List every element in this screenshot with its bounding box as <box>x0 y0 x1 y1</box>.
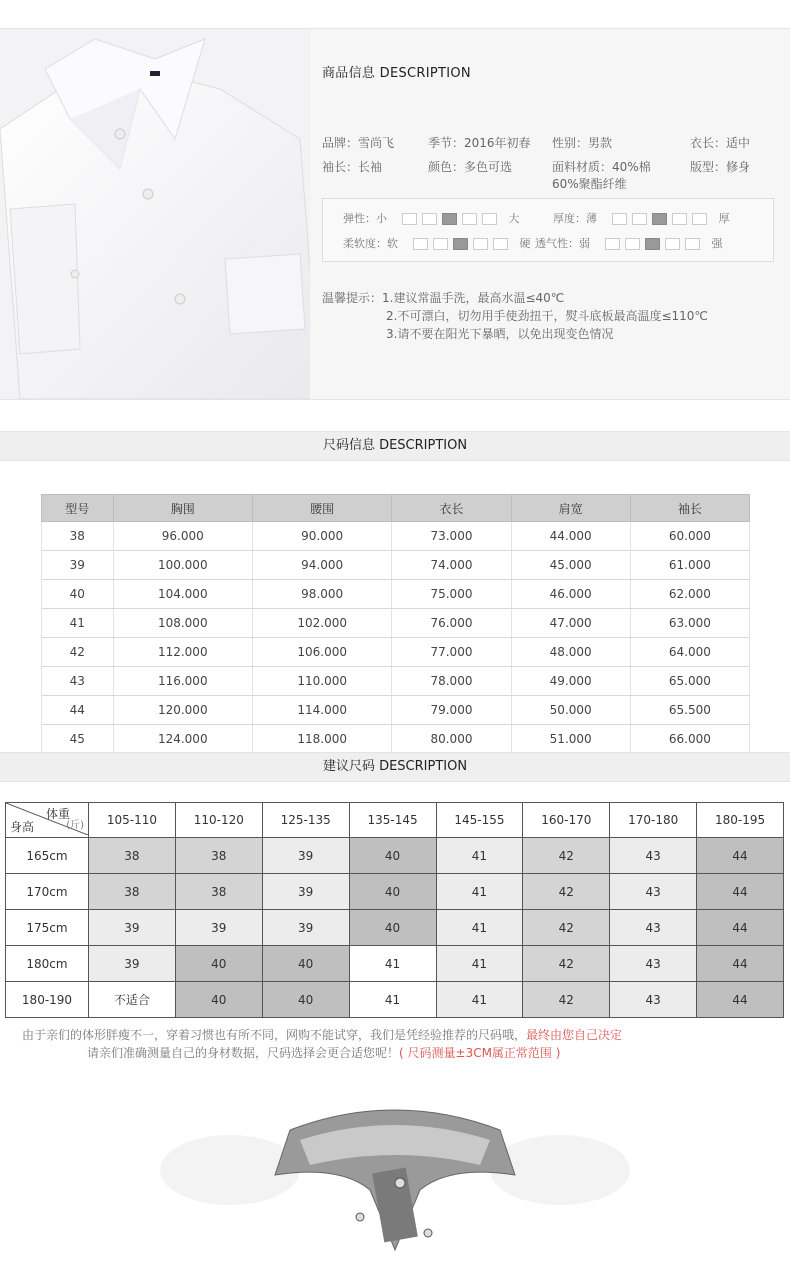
attr-brand: 品牌：雪尚飞 <box>322 136 395 150</box>
recommended-size-cell: 42 <box>523 838 610 874</box>
size-table-row <box>42 638 750 667</box>
size-cell: 41 <box>42 609 114 638</box>
recommend-row <box>6 946 784 982</box>
size-cell: 102.000 <box>252 609 391 638</box>
height-label: 180-190 <box>6 982 89 1018</box>
elasticity-end: 大 <box>508 212 520 225</box>
note-2-text: 请亲们准确测量自己的身材数据，尺码选择会更合适您呢！ <box>87 1046 400 1060</box>
recommend-header-row <box>6 803 784 838</box>
size-table-row <box>42 580 750 609</box>
size-cell: 124.000 <box>113 725 252 754</box>
size-cell: 76.000 <box>392 609 511 638</box>
note-1-text: 由于亲们的体形胖瘦不一，穿着习惯也有所不同，网购不能试穿，我们是凭经验推荐的尺码哦， <box>22 1028 527 1042</box>
recommended-size-cell: 41 <box>349 982 436 1018</box>
note-2-highlight: ( 尺码测量±3CM属正常范围 ) <box>399 1046 561 1060</box>
recommended-size-cell: 43 <box>610 910 697 946</box>
recommend-row <box>6 982 784 1018</box>
thickness-label: 厚度：薄 <box>553 212 597 225</box>
shirt-image <box>0 29 310 399</box>
size-cell: 44.000 <box>511 522 630 551</box>
size-cell: 75.000 <box>392 580 511 609</box>
size-table-row <box>42 696 750 725</box>
weight-range-header: 110-120 <box>175 803 262 838</box>
care-tips <box>322 289 782 343</box>
recommended-size-cell: 44 <box>697 838 784 874</box>
weight-range-header: 145-155 <box>436 803 523 838</box>
recommended-size-cell: 40 <box>175 982 262 1018</box>
size-cell: 112.000 <box>113 638 252 667</box>
recommend-section-header: 建议尺码 DESCRIPTION <box>0 752 790 782</box>
recommended-size-cell: 44 <box>697 874 784 910</box>
recommended-size-cell: 39 <box>89 946 176 982</box>
attr-gender: 性别：男款 <box>552 136 613 150</box>
recommended-size-cell: 40 <box>349 910 436 946</box>
size-cell: 45.000 <box>511 551 630 580</box>
recommended-size-cell: 42 <box>523 982 610 1018</box>
attr-length: 衣长：适中 <box>690 136 751 150</box>
size-col-chest: 胸围 <box>113 495 252 522</box>
size-cell: 64.000 <box>630 638 749 667</box>
weight-range-header: 160-170 <box>523 803 610 838</box>
size-cell: 48.000 <box>511 638 630 667</box>
size-cell: 60.000 <box>630 522 749 551</box>
elasticity-row <box>343 210 520 226</box>
breathability-label: 透气性：弱 <box>535 237 590 250</box>
recommended-size-cell: 41 <box>436 874 523 910</box>
size-cell: 114.000 <box>252 696 391 725</box>
size-cell: 74.000 <box>392 551 511 580</box>
size-cell: 65.500 <box>630 696 749 725</box>
height-label: 180cm <box>6 946 89 982</box>
recommended-size-cell: 44 <box>697 910 784 946</box>
corner-height: 身高 <box>10 820 35 834</box>
size-table-row <box>42 609 750 638</box>
recommended-size-cell: 41 <box>436 838 523 874</box>
weight-range-header: 170-180 <box>610 803 697 838</box>
size-col-length: 衣长 <box>392 495 511 522</box>
size-col-model: 型号 <box>42 495 114 522</box>
weight-range-header: 125-135 <box>262 803 349 838</box>
recommended-size-cell: 42 <box>523 946 610 982</box>
size-table-row <box>42 725 750 754</box>
size-note-line-2 <box>87 1044 787 1062</box>
recommended-size-cell: 39 <box>262 874 349 910</box>
recommended-size-cell: 39 <box>262 910 349 946</box>
recommended-size-cell: 43 <box>610 838 697 874</box>
recommended-size-cell: 41 <box>349 946 436 982</box>
weight-range-header: 180-195 <box>697 803 784 838</box>
size-cell: 40 <box>42 580 114 609</box>
recommend-corner-cell <box>6 803 89 838</box>
recommended-size-cell: 43 <box>610 946 697 982</box>
recommended-size-cell: 41 <box>436 910 523 946</box>
size-section-header: 尺码信息 DESCRIPTION <box>0 431 790 461</box>
recommended-size-cell: 40 <box>349 874 436 910</box>
size-table-row <box>42 667 750 696</box>
size-cell: 46.000 <box>511 580 630 609</box>
tip-1: 1.建议常温手洗，最高水温≤40℃ <box>382 291 565 305</box>
size-col-waist: 腰围 <box>252 495 391 522</box>
recommended-size-cell: 38 <box>175 838 262 874</box>
size-cell: 65.000 <box>630 667 749 696</box>
size-cell: 49.000 <box>511 667 630 696</box>
size-table-header-row <box>42 495 750 522</box>
size-cell: 77.000 <box>392 638 511 667</box>
height-label: 170cm <box>6 874 89 910</box>
recommended-size-cell: 42 <box>523 874 610 910</box>
recommended-size-cell: 43 <box>610 982 697 1018</box>
tip-3: 3.请不要在阳光下暴晒，以免出现变色情况 <box>386 327 614 341</box>
size-cell: 73.000 <box>392 522 511 551</box>
size-cell: 98.000 <box>252 580 391 609</box>
weight-range-header: 135-145 <box>349 803 436 838</box>
size-cell: 96.000 <box>113 522 252 551</box>
size-table <box>41 494 750 754</box>
breathability-row <box>535 235 723 251</box>
size-col-shoulder: 肩宽 <box>511 495 630 522</box>
size-table-row <box>42 522 750 551</box>
recommended-size-cell: 40 <box>175 946 262 982</box>
size-cell: 47.000 <box>511 609 630 638</box>
recommend-table <box>5 802 784 1018</box>
recommended-size-cell: 44 <box>697 982 784 1018</box>
size-cell: 80.000 <box>392 725 511 754</box>
height-label: 165cm <box>6 838 89 874</box>
size-cell: 42 <box>42 638 114 667</box>
elasticity-label: 弹性：小 <box>343 212 387 225</box>
attr-material: 面料材质：40%棉 <box>552 160 651 174</box>
recommended-size-cell: 41 <box>436 946 523 982</box>
size-table-row <box>42 551 750 580</box>
softness-label: 柔软度：软 <box>343 237 398 250</box>
size-cell: 108.000 <box>113 609 252 638</box>
size-cell: 90.000 <box>252 522 391 551</box>
size-cell: 94.000 <box>252 551 391 580</box>
size-cell: 50.000 <box>511 696 630 725</box>
product-info-panel <box>0 28 790 400</box>
size-note-line-1 <box>22 1026 782 1044</box>
recommended-size-cell: 39 <box>262 838 349 874</box>
note-1-highlight: 最终由您自己决定 <box>526 1028 623 1042</box>
recommend-row <box>6 910 784 946</box>
size-cell: 104.000 <box>113 580 252 609</box>
recommended-size-cell: 40 <box>262 946 349 982</box>
recommended-size-cell: 38 <box>89 838 176 874</box>
weight-range-header: 105-110 <box>89 803 176 838</box>
recommend-row <box>6 838 784 874</box>
size-col-sleeve: 袖长 <box>630 495 749 522</box>
recommended-size-cell: 41 <box>436 982 523 1018</box>
softness-row <box>343 235 531 251</box>
attr-fit: 版型：修身 <box>690 160 751 174</box>
size-cell: 78.000 <box>392 667 511 696</box>
recommended-size-cell: 43 <box>610 874 697 910</box>
thickness-end: 厚 <box>718 212 730 225</box>
size-cell: 51.000 <box>511 725 630 754</box>
collar-image <box>150 1085 640 1255</box>
corner-unit: (斤) <box>66 820 84 831</box>
size-cell: 39 <box>42 551 114 580</box>
size-cell: 44 <box>42 696 114 725</box>
attr-season: 季节：2016年初春 <box>428 136 531 150</box>
size-cell: 120.000 <box>113 696 252 725</box>
recommend-row <box>6 874 784 910</box>
size-cell: 43 <box>42 667 114 696</box>
recommended-size-cell: 38 <box>175 874 262 910</box>
recommended-size-cell: 40 <box>349 838 436 874</box>
size-cell: 66.000 <box>630 725 749 754</box>
size-cell: 118.000 <box>252 725 391 754</box>
height-label: 175cm <box>6 910 89 946</box>
corner-weight: 体重 <box>45 807 70 821</box>
tip-2: 2.不可漂白，切勿用手使劲扭干，熨斗底板最高温度≤110℃ <box>386 309 708 323</box>
product-info-title: 商品信息 DESCRIPTION <box>322 66 471 81</box>
attr-color: 颜色：多色可选 <box>428 160 513 174</box>
thickness-row <box>553 210 730 226</box>
size-cell: 62.000 <box>630 580 749 609</box>
recommended-size-cell: 39 <box>89 910 176 946</box>
recommended-size-cell: 39 <box>175 910 262 946</box>
recommended-size-cell: 38 <box>89 874 176 910</box>
softness-end: 硬 <box>519 237 531 250</box>
size-cell: 106.000 <box>252 638 391 667</box>
fabric-feel-box <box>322 198 774 262</box>
recommended-size-cell: 42 <box>523 910 610 946</box>
breathability-end: 强 <box>711 237 723 250</box>
recommended-size-cell: 不适合 <box>89 982 176 1018</box>
size-cell: 38 <box>42 522 114 551</box>
tips-label: 温馨提示： <box>322 291 383 305</box>
size-cell: 100.000 <box>113 551 252 580</box>
recommended-size-cell: 44 <box>697 946 784 982</box>
attr-material-extra: 60%聚酯纤维 <box>552 177 627 191</box>
size-cell: 45 <box>42 725 114 754</box>
size-cell: 61.000 <box>630 551 749 580</box>
size-cell: 110.000 <box>252 667 391 696</box>
size-cell: 116.000 <box>113 667 252 696</box>
size-cell: 79.000 <box>392 696 511 725</box>
size-cell: 63.000 <box>630 609 749 638</box>
recommended-size-cell: 40 <box>262 982 349 1018</box>
attr-sleeve: 袖长：长袖 <box>322 160 383 174</box>
